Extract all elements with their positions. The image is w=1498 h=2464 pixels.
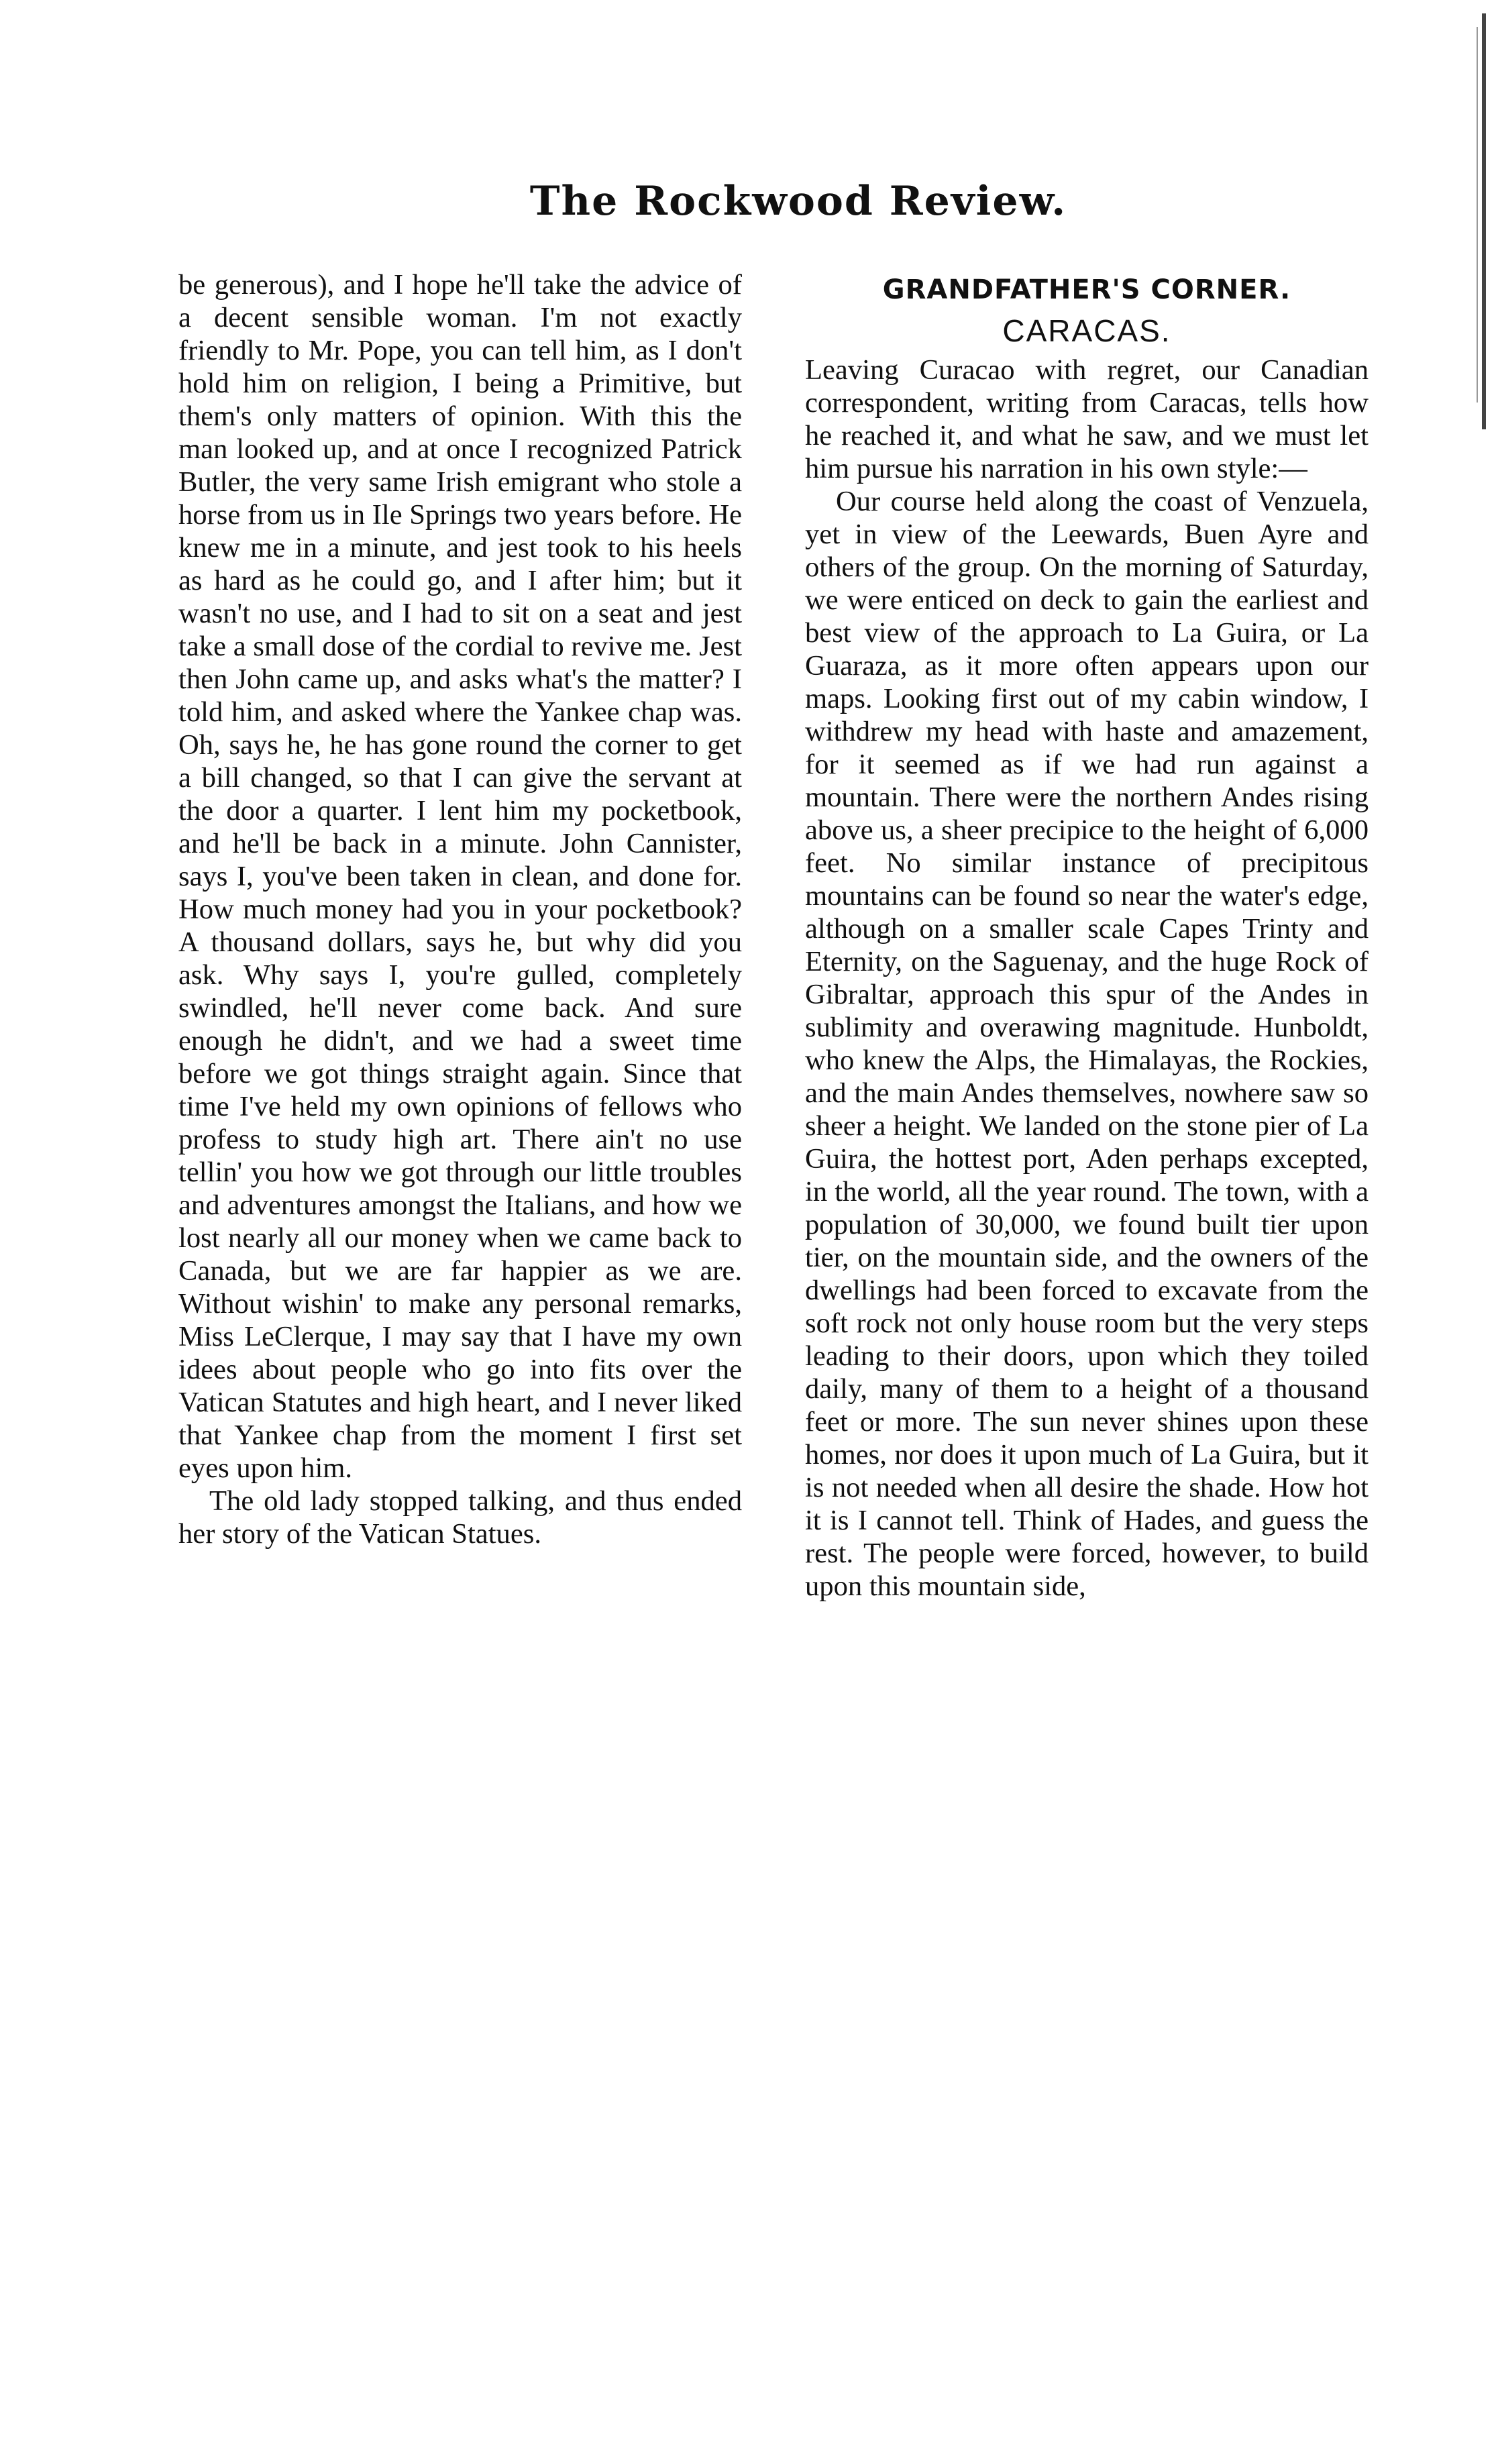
page-edge-mark xyxy=(1482,13,1486,429)
left-column xyxy=(178,268,742,1550)
right-paragraph: Our course held along the coast of Venzuela, yet in view of the Leewards, Buen Ayre and others of the group. On the morning of Saturday, we were enticed on deck to gain the earliest and best view of the approach to La Guira, or La Guaraza, as it more often appears upon our maps. Looking first out of my cabin window, I withdrew my head with haste and amazement, for it seemed as if we had run against a mountain. There were the northern Andes rising above us, a sheer precipice to the height of 6,000 feet. No similar instance of precipitous mountains can be found so near the water's edge, although on a smaller scale Capes Trinty and Eternity, on the Saguenay, and the huge Rock of Gibraltar, approach this spur of the Andes in sublimity and overawing magnitude. Hunboldt, who knew the Alps, the Himalayas, the Rockies, and the main Andes themselves, nowhere saw so sheer a height. We landed on the stone pier of La Guira, the hottest port, Aden perhaps excepted, in the world, all the year round. The town, with a population of 30,000, we found built tier upon tier, on the mountain side, and the owners of the dwellings had been forced to excavate from the soft rock not only house room but the very steps leading to their doors, upon which they toiled daily, many of them to a height of a thousand feet or more. The sun never shines upon these homes, nor does it upon much of La Guira, but it is not needed when all desire the shade. How hot it is I cannot tell. Think of Hades, and guess the rest. The people were forced, however, to build upon this mountain side, xyxy=(805,486,1369,1602)
department-heading: GRANDFATHER'S CORNER. xyxy=(882,274,1291,305)
masthead: The Rockwood Review. xyxy=(529,178,1067,225)
article-title: CARACAS. xyxy=(1002,313,1171,348)
right-column xyxy=(805,268,1369,1603)
page-edge-mark-secondary xyxy=(1477,27,1478,403)
left-paragraph: be generous), and I hope he'll take the advice of a decent sensible woman. I'm not exactly friendly to Mr. Pope, you can tell him, as I don't hold him on religion, I being a Primitive, but them's only matters of opinion. With this the man looked up, and at once I recognized Patrick Butler, the very same Irish emigrant who stole a horse from us in Ile Springs two years before. He knew me in a minute, and jest took to his heels as hard as he could go, and I after him; but it wasn't no use, and I had to sit on a seat and jest take a small dose of the cordial to revive me. Jest then John came up, and asks what's the matter? I told him, and asked where the Yankee chap was. Oh, says he, he has gone round the corner to get a bill changed, so that I can give the servant at the door a quarter. I lent him my pocketbook, and he'll be back in a minute. John Cannister, says I, you've been taken in clean, and done for. How much money had you in your pocketbook? A thousand dollars, says he, but why did you ask. Why says I, you're gulled, completely swindled, he'll never come back. And sure enough he didn't, and we had a sweet time before we got things straight again. Since that time I've held my own opinions of fellows who profess to study high art. There ain't no use tellin' you how we got through our little troubles and adventures amongst the Italians, and how we lost nearly all our money when we came back to Canada, but we are far happier as we are. Without wishin' to make any personal remarks, Miss LeClerque, I may say that I have my own idees about people who go into fits over the Vatican Statutes and high heart, and I never liked that Yankee chap from the moment I first set eyes upon him. xyxy=(178,269,742,1484)
right-paragraph: Leaving Curacao with regret, our Canadian correspondent, writing from Caracas, tells how he reached it, and what he saw, and we must let him pursue his narration in his own style:— xyxy=(805,354,1369,484)
left-paragraph: The old lady stopped talking, and thus ended her story of the Vatican Statues. xyxy=(178,1485,742,1550)
